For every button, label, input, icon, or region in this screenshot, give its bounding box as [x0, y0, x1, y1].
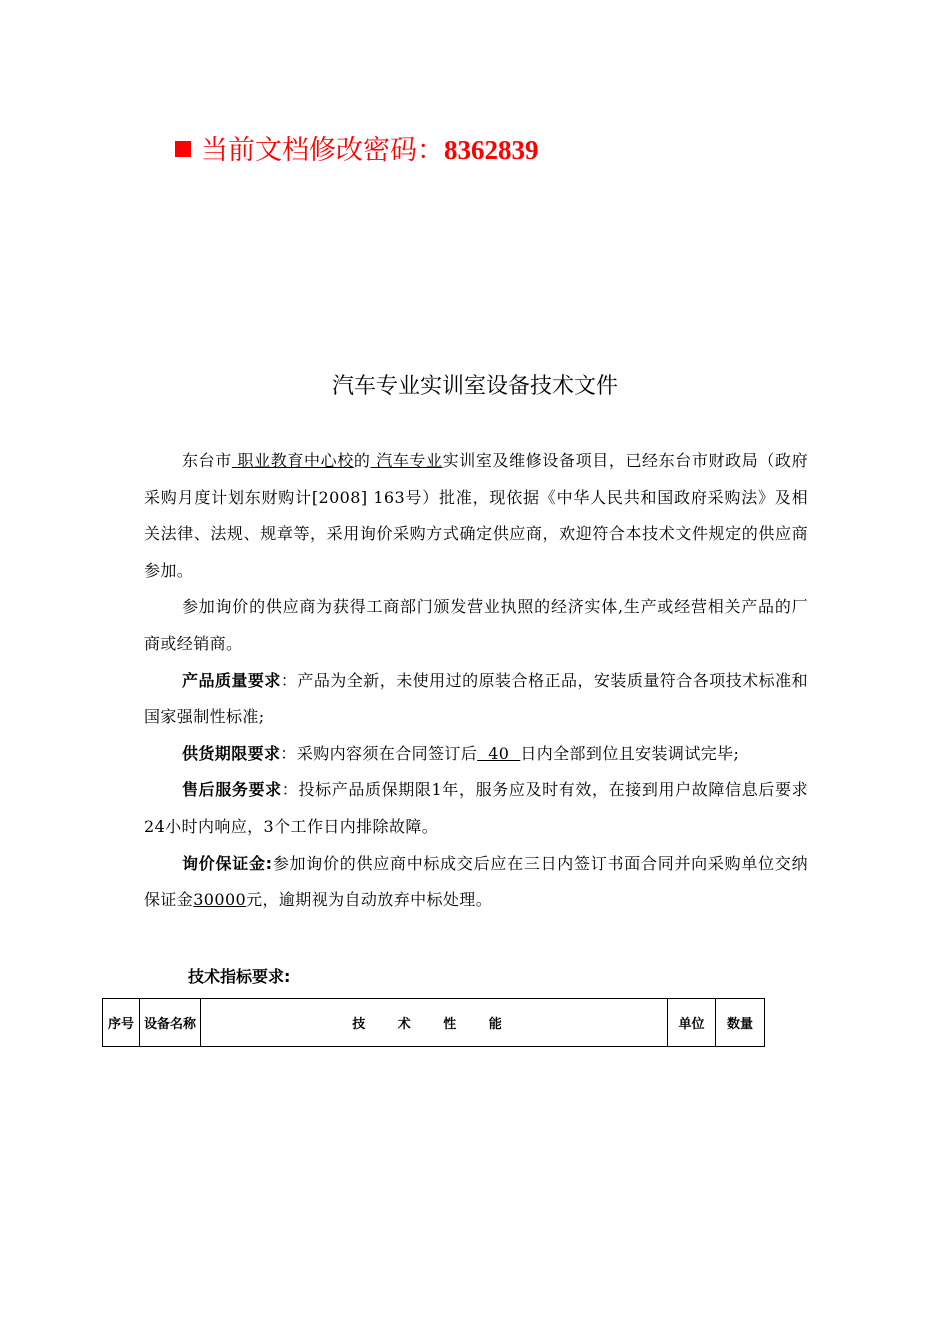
deposit-text-2: 元，逾期视为自动放弃中标处理。: [246, 890, 493, 910]
spec-table: [102, 998, 765, 1047]
quality-colon: ：: [280, 670, 298, 690]
school-name-field: 职业教育中心校: [231, 451, 354, 470]
col-header-index: 序号: [103, 999, 140, 1047]
square-bullet-icon: [175, 141, 191, 157]
service-text: 投标产品质保期限1年，服务应及时有效，在接到用户故障信息后要求24小时内响应，3个工作日内排除故障。: [144, 780, 808, 836]
password-banner: [175, 130, 539, 171]
intro-text-3: 实训室及维修设备项目，已经东台市财政局（政府采购月度计划东财购计[2008] 163号）批准，现依据《中华人民共和国政府采购法》及相关法律、法规、规章等，采用询价采购方式确定供应商，欢迎符合本技术文件规定的供应商参加。: [144, 451, 808, 580]
service-paragraph: [144, 772, 808, 845]
col-header-device-name: 设备名称: [140, 999, 201, 1047]
delivery-label: 供货期限要求: [182, 743, 281, 763]
document-title: 汽车专业实训室设备技术文件: [331, 374, 618, 399]
spec-heading: 技术指标要求:: [188, 967, 291, 986]
major-field: 汽车专业: [370, 451, 443, 470]
deposit-label: 询价保证金:: [182, 853, 273, 873]
intro-text-2: 的: [353, 451, 371, 470]
eligibility-paragraph: 参加询价的供应商为获得工商部门颁发营业执照的经济实体,生产或经营相关产品的厂商或经销商。: [144, 597, 808, 653]
service-label: 售后服务要求: [182, 780, 282, 800]
col-header-performance: 技 术 性 能: [201, 999, 668, 1047]
spec-table-header-row: [103, 999, 765, 1047]
quality-text: 产品为全新，未使用过的原装合格正品，安装质量符合各项技术标准和国家强制性标准;: [144, 670, 808, 727]
deposit-paragraph: [144, 846, 808, 919]
document-body: [144, 443, 808, 919]
intro-text-1: 东台市: [182, 451, 232, 470]
delivery-days-field: 40: [477, 743, 521, 763]
service-colon: ：: [281, 780, 299, 800]
banner-code: 8362839: [444, 135, 539, 165]
intro-paragraph: [144, 443, 808, 589]
deposit-amount-field: 30000: [193, 890, 247, 910]
quality-label: 产品质量要求: [182, 670, 281, 690]
delivery-paragraph: [144, 736, 808, 773]
col-header-unit: 单位: [668, 999, 716, 1047]
banner-label: 当前文档修改密码：: [201, 135, 444, 166]
delivery-text-1: 采购内容须在合同签订后: [296, 743, 478, 763]
delivery-colon: ：: [280, 743, 297, 763]
quality-paragraph: [144, 663, 808, 736]
delivery-text-2: 日内全部到位且安装调试完毕;: [520, 743, 740, 763]
deposit-text-1: 参加询价的供应商中标成交后应在三日内签订书面合同并向采购单位交纳保证金: [144, 853, 808, 910]
col-header-quantity: 数量: [716, 999, 765, 1047]
